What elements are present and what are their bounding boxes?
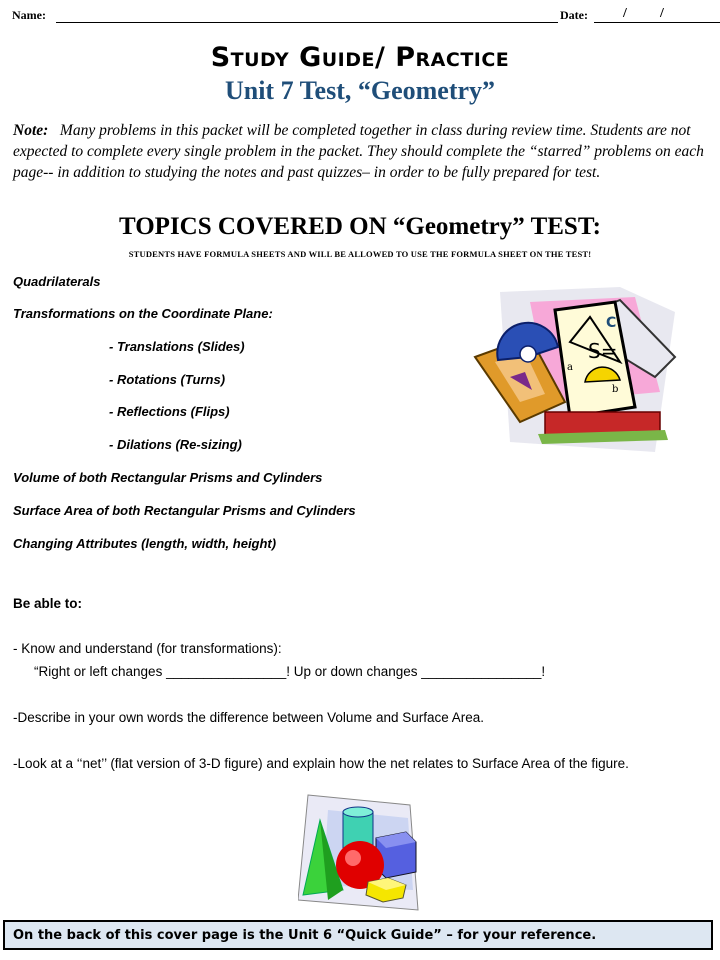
topic-quadrilaterals: Quadrilaterals bbox=[13, 274, 101, 289]
name-blank[interactable] bbox=[56, 22, 558, 23]
topic-transformations: Transformations on the Coordinate Plane: bbox=[13, 306, 273, 321]
c-label: C bbox=[606, 315, 617, 331]
page-subtitle: Unit 7 Test, “Geometry” bbox=[224, 76, 496, 105]
be-able-item-volume-surface: -Describe in your own words the difference between Volume and Surface Area. bbox=[13, 710, 485, 725]
topic-surface-area: Surface Area of both Rectangular Prisms and Cylinders bbox=[13, 503, 356, 518]
be-able-heading: Be able to: bbox=[13, 596, 83, 611]
name-label: Name: bbox=[12, 8, 46, 22]
topic-changing-attributes: Changing Attributes (length, width, height) bbox=[13, 536, 277, 551]
topic-dilations: - Dilations (Re-sizing) bbox=[109, 437, 242, 452]
date-slash-1: / bbox=[623, 6, 627, 21]
page-title: Study Guide/ Practice bbox=[210, 42, 510, 73]
note-text: Many problems in this packet will be completed together in class during review time. Students are not expected to complete every single problem in the packet. They should complete the “starred” problems on each page-- in addition to studying the notes and past quizzes– in order to be fully prepared for test. bbox=[13, 122, 704, 181]
geometry-tools-clipart bbox=[470, 282, 695, 457]
be-able-item-net: -Look at a ‘‘net’’ (flat version of 3-D figure) and explain how the net relates to Surface Area of the figure. bbox=[13, 756, 629, 771]
topic-reflections: - Reflections (Flips) bbox=[109, 404, 230, 419]
note-paragraph bbox=[13, 120, 713, 183]
be-able-item-transformations-sub: “Right or left changes ________________! Up or down changes ________________! bbox=[34, 664, 546, 679]
date-label: Date: bbox=[560, 8, 588, 22]
topic-translations: - Translations (Slides) bbox=[109, 339, 245, 354]
topics-subnote: STUDENTS HAVE FORMULA SHEETS AND WILL BE ALLOWED TO USE THE FORMULA SHEET ON THE TEST! bbox=[128, 249, 592, 259]
date-slash-2: / bbox=[660, 6, 664, 21]
name-date-line bbox=[12, 8, 712, 28]
footer-note: On the back of this cover page is the Unit 6 “Quick Guide” – for your reference. bbox=[3, 920, 713, 950]
b-label: b bbox=[612, 384, 619, 395]
note-label: Note: bbox=[13, 122, 49, 139]
a-label: a bbox=[567, 362, 573, 373]
be-able-item-transformations: - Know and understand (for transformations): bbox=[13, 641, 282, 656]
date-blank[interactable] bbox=[594, 22, 720, 23]
topics-heading: TOPICS COVERED ON “Geometry” TEST: bbox=[119, 213, 601, 240]
3d-shapes-clipart bbox=[298, 790, 423, 915]
topic-rotations: - Rotations (Turns) bbox=[109, 372, 226, 387]
s-equals-label: S= bbox=[588, 339, 618, 363]
topic-volume: Volume of both Rectangular Prisms and Cylinders bbox=[13, 470, 323, 485]
